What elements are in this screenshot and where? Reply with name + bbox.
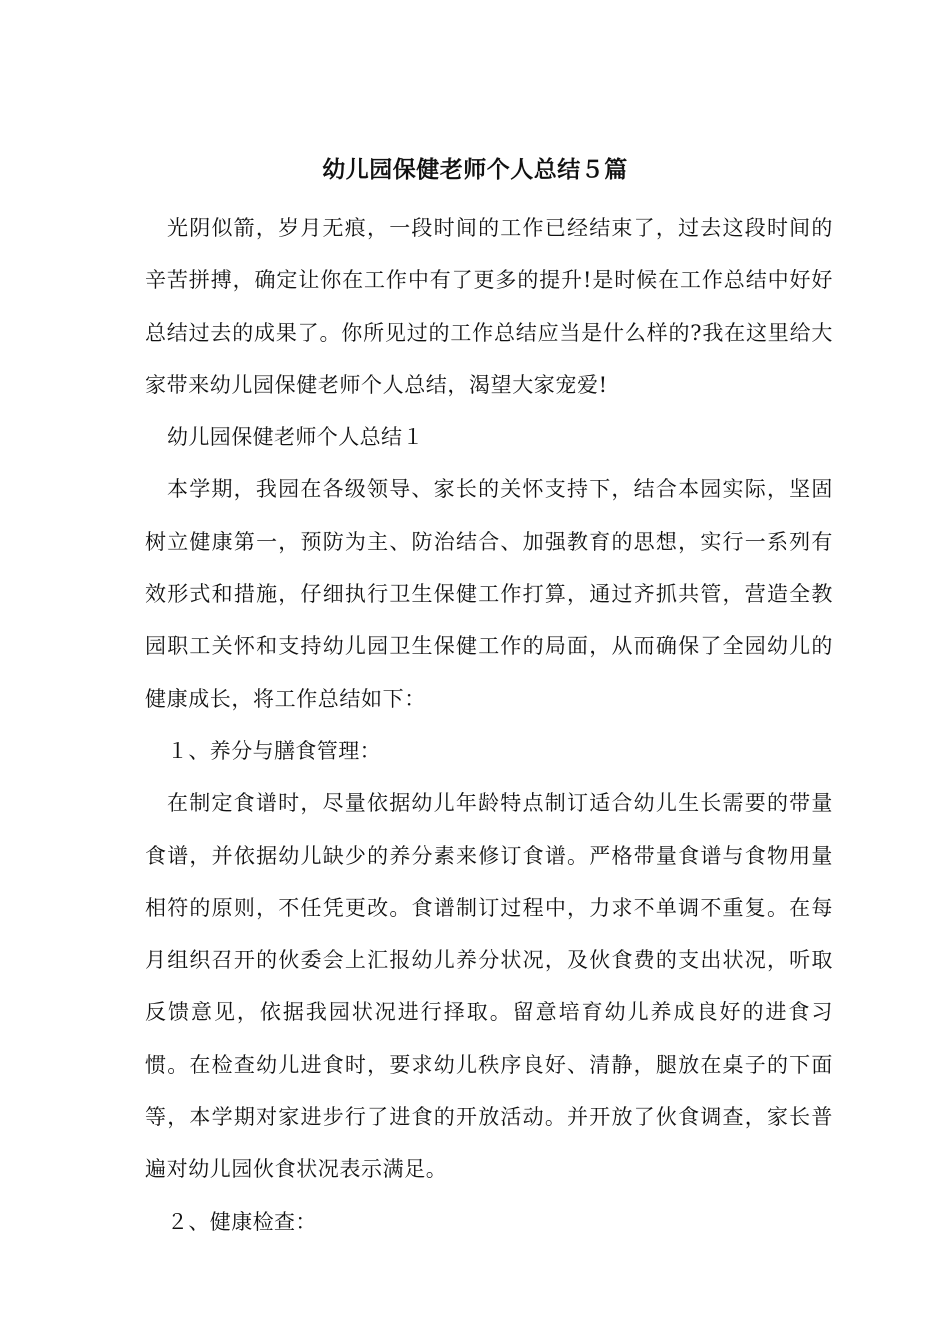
intro-paragraph: 光阴似箭，岁月无痕，一段时间的工作已经结束了，过去这段时间的辛苦拼搏，确定让你在工作中有了更多的提升!是时候在工作总结中好好总结过去的成果了。你所见过的工作总结应当是什么样的?我在这里给大家带来幼儿园保健老师个人总结，渴望大家宠爱! bbox=[145, 216, 833, 397]
subheading-nutrition: １、养分与膳食管理： bbox=[167, 738, 381, 763]
document-body bbox=[145, 202, 833, 1248]
nutrition-paragraph: 在制定食谱时，尽量依据幼儿年龄特点制订适合幼儿生长需要的带量食谱，并依据幼儿缺少的养分素来修订食谱。严格带量食谱与食物用量相符的原则，不任凭更改。食谱制订过程中，力求不单调不重复。在每月组织召开的伙委会上汇报幼儿养分状况，及伙食费的支出状况，听取反馈意见，依据我园状况进行择取。留意培育幼儿养成良好的进食习惯。在检查幼儿进食时，要求幼儿秩序良好、清静，腿放在桌子的下面等，本学期对家进步行了进食的开放活动。并开放了伙食调查，家长普遍对幼儿园伙食状况表示满足。 bbox=[145, 791, 833, 1182]
summary-paragraph: 本学期，我园在各级领导、家长的关怀支持下，结合本园实际，坚固树立健康第一，预防为主、防治结合、加强教育的思想，实行一系列有效形式和措施，仔细执行卫生保健工作打算，通过齐抓共管，营造全教园职工关怀和支持幼儿园卫生保健工作的局面，从而确保了全园幼儿的健康成长，将工作总结如下： bbox=[145, 477, 833, 711]
section-heading-summary-1: 幼儿园保健老师个人总结１ bbox=[167, 425, 424, 450]
subheading-health-check: ２、健康检查： bbox=[167, 1209, 317, 1234]
document-title: 幼儿园保健老师个人总结５篇 bbox=[322, 157, 628, 183]
